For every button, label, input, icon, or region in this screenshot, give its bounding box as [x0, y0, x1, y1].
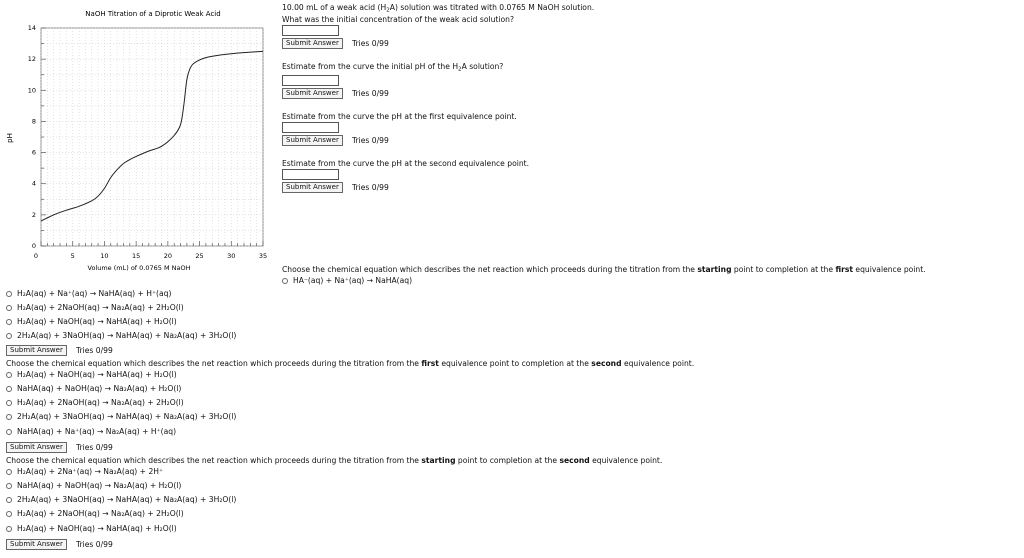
x-tick-label: 0 [33, 252, 39, 260]
q4-answer-input[interactable] [282, 169, 339, 180]
q4-question: Estimate from the curve the pH at the second equivalence point. [282, 159, 530, 168]
y-tick-label: 8 [31, 117, 36, 126]
radio-button[interactable] [6, 333, 12, 339]
q6-option-1[interactable]: H₂A(aq) + NaOH(aq) → NaHA(aq) + H₂O(l) [6, 370, 177, 379]
y-tick-label: 14 [27, 24, 36, 32]
q5-option-4[interactable]: H₂A(aq) + NaOH(aq) → NaHA(aq) + H₂O(l) [6, 317, 177, 326]
y-tick-label: 10 [27, 86, 36, 95]
q3-answer-input[interactable] [282, 122, 339, 133]
x-tick-label: 15 [132, 252, 141, 260]
q2-tries: Tries 0/99 [352, 89, 389, 98]
x-axis-label: Volume (mL) of 0.0765 M NaOH [87, 264, 191, 272]
q7-question: Choose the chemical equation which describes the net reaction which proceeds during the titration from the starting point to completion at the second equivalence point. [6, 456, 663, 465]
q5-submit-button[interactable]: Submit Answer [6, 345, 67, 356]
q4-tries: Tries 0/99 [352, 183, 389, 192]
radio-button[interactable] [6, 414, 12, 420]
q3-question: Estimate from the curve the pH at the first equivalence point. [282, 112, 517, 121]
radio-button[interactable] [6, 483, 12, 489]
y-tick-label: 12 [27, 55, 36, 64]
q2-answer-input[interactable] [282, 75, 339, 86]
q7-option-3[interactable]: 2H₂A(aq) + 3NaOH(aq) → NaHA(aq) + Na₂A(aq) + 3H₂O(l) [6, 495, 236, 504]
chart-title: NaOH Titration of a Diprotic Weak Acid [85, 10, 221, 18]
q6-option-4[interactable]: 2H₂A(aq) + 3NaOH(aq) → NaHA(aq) + Na₂A(aq) + 3H₂O(l) [6, 412, 236, 421]
q5-option-2[interactable]: H₂A(aq) + Na⁺(aq) → NaHA(aq) + H⁺(aq) [6, 289, 171, 298]
radio-button[interactable] [6, 291, 12, 297]
q1-question: What was the initial concentration of the weak acid solution? [282, 15, 515, 24]
y-tick-labels [28, 24, 36, 250]
titration-chart [0, 0, 280, 278]
x-tick-label: 5 [70, 252, 75, 260]
y-tick-label: 0 [31, 242, 36, 250]
q7-option-5[interactable]: H₂A(aq) + NaOH(aq) → NaHA(aq) + H₂O(l) [6, 524, 177, 533]
q7-option-2[interactable]: NaHA(aq) + NaOH(aq) → Na₂A(aq) + H₂O(l) [6, 481, 181, 490]
q7-submit-button[interactable]: Submit Answer [6, 539, 67, 550]
x-tick-label: 30 [227, 252, 236, 260]
q7-option-1[interactable]: H₂A(aq) + 2Na⁺(aq) → Na₂A(aq) + 2H⁺ [6, 467, 163, 476]
y-tick-label: 6 [31, 148, 36, 157]
q3-submit-button[interactable]: Submit Answer [282, 135, 343, 146]
q5-option-3[interactable]: H₂A(aq) + 2NaOH(aq) → Na₂A(aq) + 2H₂O(l) [6, 303, 184, 312]
radio-button[interactable] [6, 305, 12, 311]
q5-question: Choose the chemical equation which describes the net reaction which proceeds during the titration from the starting point to completion at the first equivalence point. [282, 265, 926, 274]
x-tick-labels [34, 252, 267, 260]
y-axis-label: pH [6, 133, 14, 143]
q7-tries: Tries 0/99 [76, 540, 113, 549]
q1-prompt: 10.00 mL of a weak acid $(H_2A)$ solution was titrated with 0.0765 M NaOH solution. [282, 3, 595, 14]
radio-button[interactable] [282, 278, 288, 284]
x-tick-label: 25 [195, 252, 204, 260]
q6-option-5[interactable]: NaHA(aq) + Na⁺(aq) → Na₂A(aq) + H⁺(aq) [6, 427, 176, 436]
q5-option-5[interactable]: 2H₂A(aq) + 3NaOH(aq) → NaHA(aq) + Na₂A(aq) + 3H₂O(l) [6, 331, 236, 340]
radio-button[interactable] [6, 526, 12, 532]
x-tick-label: 10 [100, 252, 109, 260]
q1-tries: Tries 0/99 [352, 39, 389, 48]
q5-tries: Tries 0/99 [76, 346, 113, 355]
q6-tries: Tries 0/99 [76, 443, 113, 452]
q2-submit-button[interactable]: Submit Answer [282, 88, 343, 99]
y-tick-label: 2 [31, 210, 36, 219]
x-tick-label: 20 [163, 252, 172, 260]
radio-button[interactable] [6, 400, 12, 406]
q6-question: Choose the chemical equation which describes the net reaction which proceeds during the titration from the first equivalence point to completion at the second equivalence point. [6, 359, 695, 368]
q6-option-2[interactable]: NaHA(aq) + NaOH(aq) → Na₂A(aq) + H₂O(l) [6, 384, 181, 393]
radio-button[interactable] [6, 372, 12, 378]
q7-option-4[interactable]: H₂A(aq) + 2NaOH(aq) → Na₂A(aq) + 2H₂O(l) [6, 509, 184, 518]
x-tick-label: 35 [258, 252, 268, 260]
q1-submit-button[interactable]: Submit Answer [282, 38, 343, 49]
radio-button[interactable] [6, 469, 12, 475]
radio-button[interactable] [6, 319, 12, 325]
radio-button[interactable] [6, 511, 12, 517]
radio-button[interactable] [6, 429, 12, 435]
q4-submit-button[interactable]: Submit Answer [282, 182, 343, 193]
y-tick-label: 4 [31, 179, 36, 188]
q6-submit-button[interactable]: Submit Answer [6, 442, 67, 453]
radio-button[interactable] [6, 386, 12, 392]
q5-option-1[interactable]: HA⁻(aq) + Na⁺(aq) → NaHA(aq) [282, 276, 412, 285]
q6-option-3[interactable]: H₂A(aq) + 2NaOH(aq) → Na₂A(aq) + 2H₂O(l) [6, 398, 184, 407]
q1-answer-input[interactable] [282, 25, 339, 36]
radio-button[interactable] [6, 497, 12, 503]
q3-tries: Tries 0/99 [352, 136, 389, 145]
q2-question: Estimate from the curve the initial pH of the $H_2A$ solution? [282, 62, 504, 73]
